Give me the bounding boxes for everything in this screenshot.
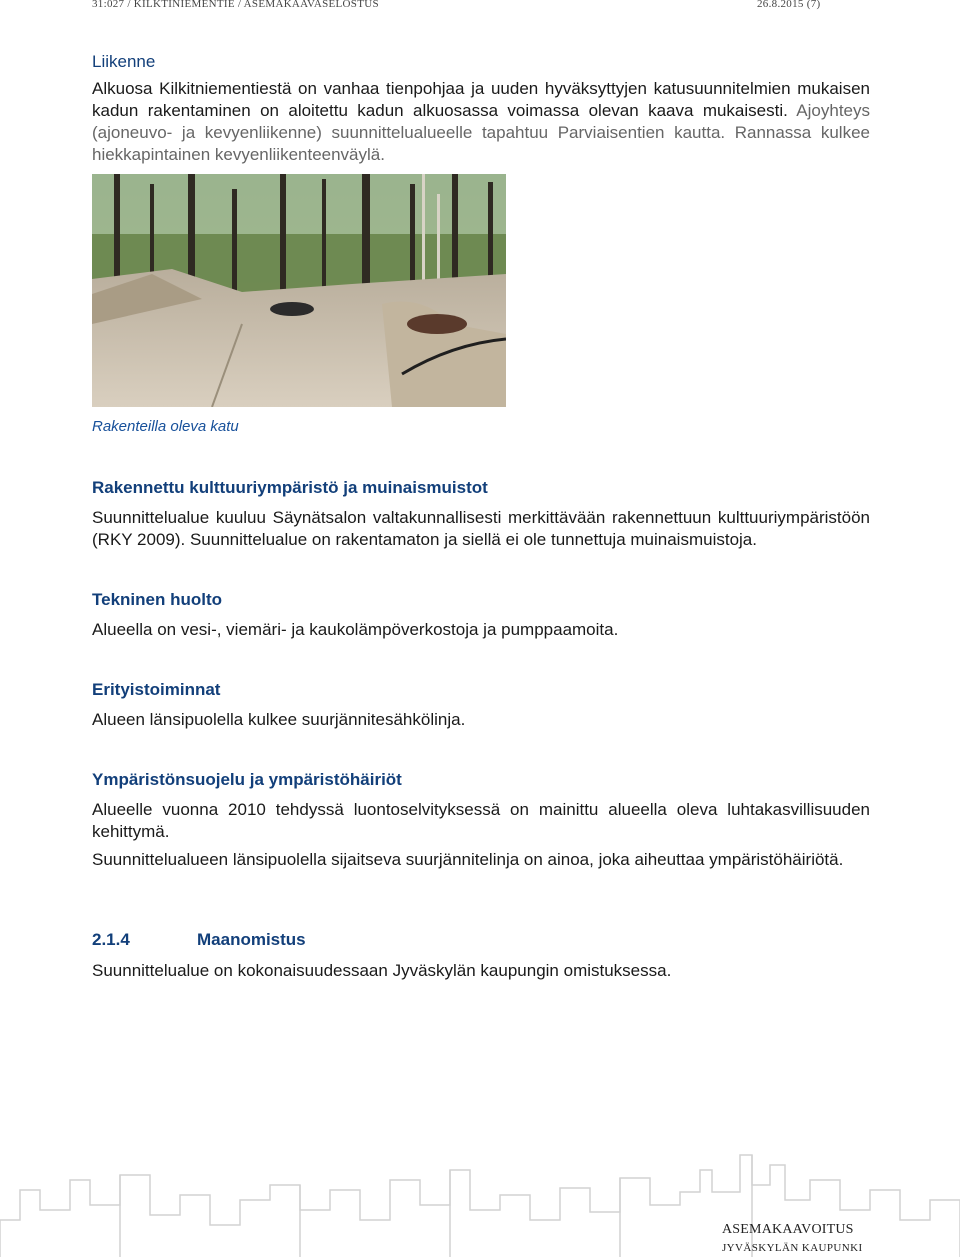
city-skyline-watermark [0, 1150, 960, 1257]
section-number: 2.1.4 [92, 930, 130, 949]
paragraph-erityis: Alueen länsipuolella kulkee suurjännitesähkölinja. [92, 710, 466, 729]
construction-photo [92, 174, 506, 407]
paragraph-kulttuuri: Suunnittelualue kuuluu Säynätsalon valtakunnallisesti merkittävään rakennettuun kulttuuriympäristöön (RKY 2009). Suunnittelualue on rakentamaton ja siellä ei ole tunnettuja muinaismuistoja. [92, 508, 870, 549]
paragraph-liikenne-main: Alkuosa Kilkitniementiestä on vanhaa tienpohjaa ja uuden hyväksyttyjen katusuunnitelmien mukaisen kadun rakentaminen on aloitettu kadun alkuosassa voimassa olevan kaava mukaisesti. [92, 79, 870, 120]
page-header [0, 0, 960, 12]
footer-subtitle: JYVÄSKYLÄN KAUPUNKI [722, 1242, 863, 1254]
footer-title: ASEMAKAAVOITUS [722, 1222, 854, 1237]
paragraph-liikenne-access: Ajoyhteys (ajoneuvo- ja kevyenliikenne) suunnittelualueelle tapahtuu Parviaisentien kautta. Rannassa kulkee hiekkapintainen kevyenliikenteenväylä. [92, 101, 870, 164]
section-title-ymparisto: Ympäristönsuojelu ja ympäristöhäiriöt [92, 770, 402, 789]
section-title-kulttuuri: Rakennettu kulttuuriympäristö ja muinaismuistot [92, 478, 488, 497]
section-title-erityis: Erityistoiminnat [92, 680, 221, 699]
header-document-id: 31:027 / KILKTINIEMENTIE / ASEMAKAAVASELOSTUS [92, 0, 379, 10]
paragraph-tekninen: Alueella on vesi-, viemäri- ja kaukolämpöverkostoja ja pumppaamoita. [92, 620, 619, 639]
paragraph-maanomistus: Suunnittelualue on kokonaisuudessaan Jyväskylän kaupungin omistuksessa. [92, 961, 672, 980]
photo-caption: Rakenteilla oleva katu [92, 418, 239, 435]
paragraph-ymparisto-2: Suunnittelualueen länsipuolella sijaitseva suurjännitelinja on ainoa, joka aiheuttaa ympäristöhäiriötä. [92, 850, 844, 869]
section-title-tekninen: Tekninen huolto [92, 590, 223, 609]
header-date-page: 26.8.2015 (7) [757, 0, 821, 10]
section-title-liikenne: Liikenne [92, 52, 156, 71]
paragraph-ymparisto-1: Alueelle vuonna 2010 tehdyssä luontoselvityksessä on mainittu alueella oleva luhtakasvillisuuden kehittymä. [92, 800, 870, 841]
paragraph-liikenne [92, 78, 870, 166]
forest-street-photo [92, 174, 506, 407]
section-title-maanomistus: Maanomistus [197, 930, 306, 949]
